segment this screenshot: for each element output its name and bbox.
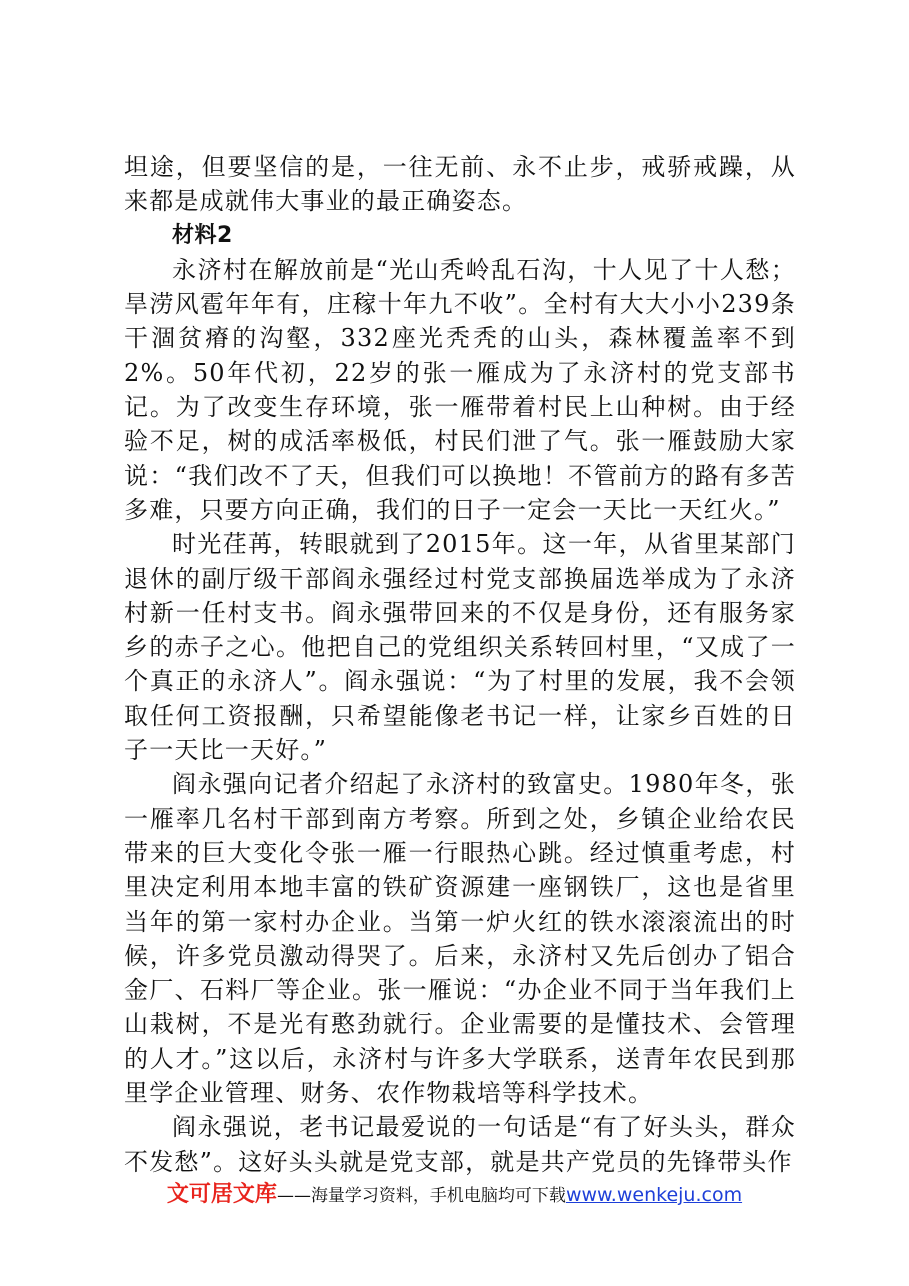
footer-brand: 文可居文库 <box>166 1182 277 1207</box>
intro-paragraph: 坦途，但要坚信的是，一往无前、永不止步，戒骄戒躁，从来都是成就伟大事业的最正确姿态。 <box>124 153 796 216</box>
footer-banner <box>0 1180 909 1211</box>
footer-slogan: ——海量学习资料，手机电脑均可下载 <box>276 1186 566 1206</box>
paragraph-1: 永济村在解放前是“光山秃岭乱石沟，十人见了十人愁；旱涝风雹年年有，庄稼十年九不收”。全村有大大小小239条干涸贫瘠的沟壑，332座光秃秃的山头，森林覆盖率不到2%。50年代初，22岁的张一雁成为了永济村的党支部书记。为了改变生存环境，张一雁带着村民上山种树。由于经验不足，树的成活率极低，村民们泄了气。张一雁鼓励大家说：“我们改不了天，但我们可以换地！不管前方的路有多苦多难，只要方向正确，我们的日子一定会一天比一天红火。” <box>124 255 796 524</box>
document-body <box>124 150 796 1179</box>
section-heading: 材料2 <box>172 222 233 248</box>
paragraph-2: 时光荏苒，转眼就到了2015年。这一年，从省里某部门退休的副厅级干部阎永强经过村党支部换届选举成为了永济村新一任村支书。阎永强带回来的不仅是身份，还有服务家乡的赤子之心。他把自己的党组织关系转回村里，“又成了一个真正的永济人”。阎永强说：“为了村里的发展，我不会领取任何工资报酬，只希望能像老书记一样，让家乡百姓的日子一天比一天好。” <box>124 530 796 765</box>
paragraph-3: 阎永强向记者介绍起了永济村的致富史。1980年冬，张一雁率几名村干部到南方考察。所到之处，乡镇企业给农民带来的巨大变化令张一雁一行眼热心跳。经过慎重考虑，村里决定利用本地丰富的铁矿资源建一座钢铁厂，这也是省里当年的第一家村办企业。当第一炉火红的铁水滚滚流出的时候，许多党员激动得哭了。后来，永济村又先后创办了铝合金厂、石料厂等企业。张一雁说：“办企业不同于当年我们上山栽树，不是光有憨劲就行。企业需要的是懂技术、会管理的人才。”这以后，永济村与许多大学联系，送青年农民到那里学企业管理、财务、农作物栽培等科学技术。 <box>124 770 796 1108</box>
footer-site-link[interactable]: www.wenkeju.com <box>565 1184 743 1206</box>
paragraph-4: 阎永强说，老书记最爱说的一句话是“有了好头头，群众不发愁”。这好头头就是党支部，就是共产党员的先锋带头作 <box>124 1113 796 1176</box>
